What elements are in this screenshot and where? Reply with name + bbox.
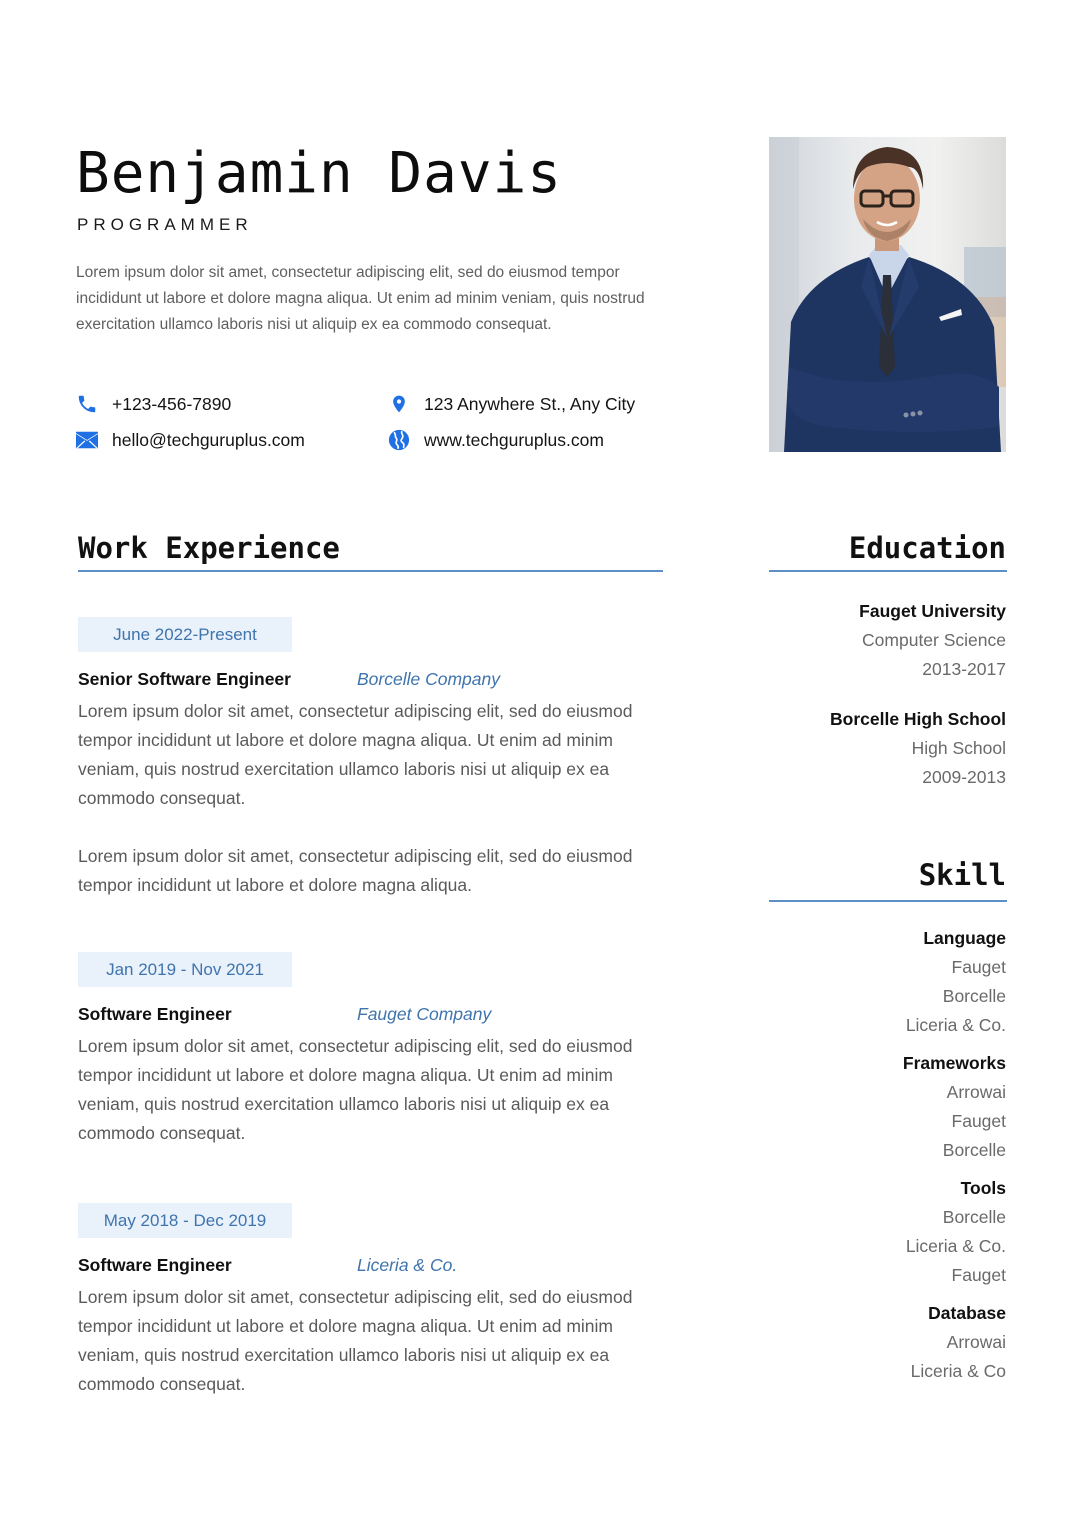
skill-category: Language bbox=[923, 928, 1006, 948]
education-list bbox=[746, 597, 1006, 792]
phone-number[interactable]: +123-456-7890 bbox=[112, 393, 232, 414]
contact-website bbox=[388, 429, 604, 451]
location-pin-icon bbox=[388, 393, 410, 415]
skill-item: Fauget bbox=[951, 957, 1006, 977]
phone-icon bbox=[76, 393, 98, 415]
school-name: Fauget University bbox=[859, 601, 1006, 621]
education-years: 2013-2017 bbox=[922, 659, 1006, 679]
skill-list bbox=[746, 924, 1006, 1386]
contact-email bbox=[76, 429, 305, 451]
skill-item: Fauget bbox=[951, 1265, 1006, 1285]
company-name: Borcelle Company bbox=[357, 668, 500, 689]
job-entry bbox=[78, 617, 668, 900]
skill-category: Frameworks bbox=[902, 1053, 1006, 1073]
field-of-study: Computer Science bbox=[862, 630, 1006, 650]
divider bbox=[78, 570, 663, 572]
job-description bbox=[78, 1283, 668, 1399]
job-description bbox=[78, 1032, 668, 1148]
skill-item: Liceria & Co. bbox=[905, 1236, 1006, 1256]
job-role: Senior Software Engineer bbox=[78, 668, 291, 689]
education-entry bbox=[746, 597, 1006, 684]
job-paragraph: Lorem ipsum dolor sit amet, consectetur adipiscing elit, sed do eiusmod tempor incididunt ut labore et dolore magna aliqua. bbox=[78, 846, 633, 895]
skill-item: Borcelle bbox=[942, 986, 1006, 1006]
skill-item: Arrowai bbox=[946, 1332, 1006, 1352]
street-address: 123 Anywhere St., Any City bbox=[424, 393, 636, 414]
field-of-study: High School bbox=[911, 738, 1006, 758]
skill-group-tools bbox=[746, 1174, 1006, 1290]
skill-group-language bbox=[746, 924, 1006, 1040]
job-paragraph: Lorem ipsum dolor sit amet, consectetur adipiscing elit, sed do eiusmod tempor incididunt ut labore et dolore magna aliqua. Ut enim ad minim veniam, quis nostrud exercitation ullamco laboris nisi ut aliquip ex ea commodo consequat. bbox=[78, 701, 633, 808]
profile-summary: Lorem ipsum dolor sit amet, consectetur adipiscing elit, sed do eiusmod tempor incididunt ut labore et dolore magna aliqua. Ut enim ad minim veniam, quis nostrud exercitation ullamco laboris nisi ut aliquip ex ea commodo consequat. bbox=[76, 264, 645, 333]
school-name: Borcelle High School bbox=[830, 709, 1006, 729]
skill-item: Liceria & Co. bbox=[905, 1015, 1006, 1035]
mail-icon bbox=[76, 429, 98, 451]
skill-item: Arrowai bbox=[946, 1082, 1006, 1102]
email-address[interactable]: hello@techguruplus.com bbox=[112, 429, 305, 450]
divider bbox=[769, 570, 1007, 572]
job-role: Software Engineer bbox=[78, 1003, 232, 1024]
job-paragraph: Lorem ipsum dolor sit amet, consectetur adipiscing elit, sed do eiusmod tempor incididunt ut labore et dolore magna aliqua. Ut enim ad minim veniam, quis nostrud exercitation ullamco laboris nisi ut aliquip ex ea commodo consequat. bbox=[78, 1287, 633, 1394]
skill-item: Liceria & Co bbox=[910, 1361, 1006, 1381]
skill-item: Borcelle bbox=[942, 1207, 1006, 1227]
section-title-skill: Skill bbox=[918, 858, 1006, 892]
contact-phone bbox=[76, 393, 231, 415]
company-name: Fauget Company bbox=[357, 1003, 492, 1024]
date-badge: May 2018 - Dec 2019 bbox=[78, 1203, 292, 1238]
skill-group-database bbox=[746, 1299, 1006, 1386]
section-title-education: Education bbox=[848, 531, 1006, 565]
job-entry bbox=[78, 1203, 668, 1399]
skill-item: Fauget bbox=[951, 1111, 1006, 1131]
job-role: Software Engineer bbox=[78, 1254, 232, 1275]
date-badge: June 2022-Present bbox=[78, 617, 292, 652]
education-entry bbox=[746, 705, 1006, 792]
skill-group-frameworks bbox=[746, 1049, 1006, 1165]
website-url[interactable]: www.techguruplus.com bbox=[424, 429, 604, 450]
education-years: 2009-2013 bbox=[922, 767, 1006, 787]
job-paragraph: Lorem ipsum dolor sit amet, consectetur adipiscing elit, sed do eiusmod tempor incididunt ut labore et dolore magna aliqua. Ut enim ad minim veniam, quis nostrud exercitation ullamco laboris nisi ut aliquip ex ea commodo consequat. bbox=[78, 1036, 633, 1143]
skill-item: Borcelle bbox=[942, 1140, 1006, 1160]
contact-address bbox=[388, 393, 635, 415]
job-title: PROGRAMMER bbox=[77, 215, 253, 234]
skill-category: Tools bbox=[960, 1178, 1006, 1198]
skill-category: Database bbox=[928, 1303, 1006, 1323]
divider bbox=[769, 900, 1007, 902]
globe-icon bbox=[388, 429, 410, 451]
company-name: Liceria & Co. bbox=[357, 1254, 458, 1275]
date-badge: Jan 2019 - Nov 2021 bbox=[78, 952, 292, 987]
section-title-work-experience: Work Experience bbox=[78, 531, 340, 565]
job-entry bbox=[78, 952, 668, 1148]
profile-photo bbox=[769, 137, 1006, 452]
job-description bbox=[78, 697, 668, 900]
candidate-name: Benjamin Davis bbox=[76, 141, 563, 206]
